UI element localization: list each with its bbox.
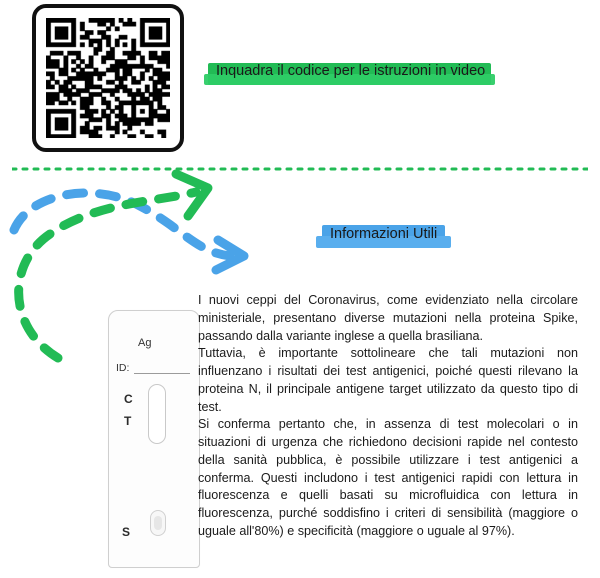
cassette-id-label: ID: [116,362,130,374]
heading-info-label: Informazioni Utili [330,226,438,242]
cassette-test-label: T [124,414,132,428]
qr-code-frame[interactable] [32,4,184,152]
cassette-result-window [148,384,166,444]
cassette-id-line [134,373,190,374]
heading-useful-info [330,225,437,243]
antigen-test-cassette [108,310,200,568]
cassette-ag-label: Ag [138,337,152,349]
paragraph-2: Tuttavia, è importante sottolineare che tali mutazioni non influenzano i risultati dei test antigenici, poiché questi rilevano la proteina N, il principale antigene target utilizzato da questo tipo di test. [198,346,578,414]
cassette-sample-well-inner [154,516,162,530]
paragraph-3: Si conferma pertanto che, in assenza di test molecolari o in situazioni di urgenza che richiedono decisioni rapide nel contesto della sanità pubblica, è possibile utilizzare i test antigenici a conferma. Questi includono i test antigenici rapidi con lettura in fluorescenza e quelli basati su microfluidica con lettura in fluorescenza, purché soddisfino i criteri di sensibilità (maggiore o uguale all'80%) e specificità (maggiore o uguale al 97%). [198,417,578,538]
heading-video-instructions [216,62,485,80]
body-copy [198,292,578,541]
qr-code-icon[interactable] [46,18,170,138]
cassette-sample-label: S [122,525,131,539]
cassette-control-label: C [124,392,133,406]
heading-video-label: Inquadra il codice per le istruzioni in video [216,63,486,79]
dotted-divider [12,158,588,162]
paragraph-1: I nuovi ceppi del Coronavirus, come evidenziato nella circolare ministeriale, presentano diverse mutazioni nella proteina Spike, passando dalla variante inglese a quella brasiliana. [198,293,578,343]
